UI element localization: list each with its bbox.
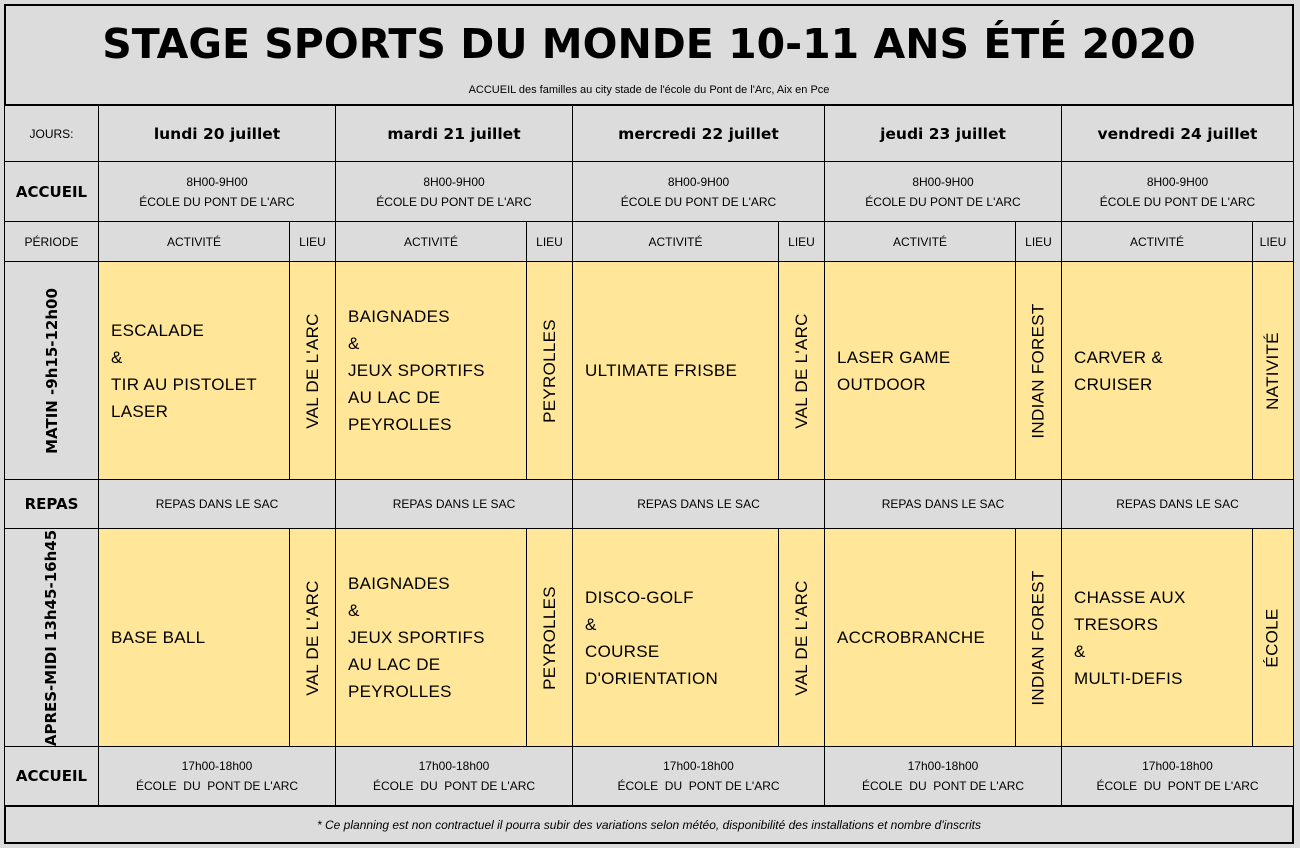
activite-header: ACTIVITÉ [335, 221, 527, 262]
periode-label: PÉRIODE [4, 221, 99, 262]
lieu-header: LIEU [289, 221, 336, 262]
aprem-lieu [289, 528, 336, 747]
aprem-activity [1061, 528, 1253, 747]
matin-lieu-text: PEYROLLES [539, 318, 559, 423]
activity-line: CARVER & CRUISER [1074, 347, 1164, 394]
activity-line: PEYROLLES [348, 682, 452, 701]
day-header: jeudi 23 juillet [824, 105, 1062, 162]
accueil-evening-line: 17h00-18h00 [181, 759, 253, 773]
activity-line: D'ORIENTATION [585, 668, 719, 688]
aprem-activity-lines [585, 584, 718, 692]
jours-label: JOURS: [4, 105, 99, 162]
day-header: vendredi 24 juillet [1061, 105, 1294, 162]
accueil-evening-label: ACCUEIL [4, 746, 99, 806]
aprem-activity-lines [111, 624, 205, 651]
accueil-morning-line: 8H00-9H00 [186, 174, 248, 189]
accueil-morning-cell [824, 161, 1062, 222]
lieu-header: LIEU [526, 221, 573, 262]
footer-note: * Ce planning est non contractuel il pourra subir des variations selon météo, disponibilité des installations et nombre d'inscrits [4, 805, 1294, 844]
activity-line: BAIGNADES [348, 307, 450, 326]
matin-activity-lines [1074, 344, 1246, 398]
accueil-evening-line: ÉCOLE DU PONT DE L'ARC [861, 779, 1025, 793]
accueil-morning-cell [572, 161, 825, 222]
accueil-morning-line: 8H00-9H00 [423, 174, 485, 189]
matin-label [4, 261, 99, 480]
matin-activity [335, 261, 527, 480]
aprem-activity-lines [348, 570, 485, 705]
page-subtitle: ACCUEIL des familles au city stade de l'école du Pont de l'Arc, Aix en Pce [468, 84, 830, 96]
activity-line: & [348, 334, 360, 353]
accueil-morning-label: ACCUEIL [4, 161, 99, 222]
day-header: mardi 21 juillet [335, 105, 573, 162]
accueil-evening-line: ÉCOLE DU PONT DE L'ARC [372, 779, 536, 793]
activity-line: LASER [111, 401, 169, 421]
accueil-morning-cell [1061, 161, 1294, 222]
lieu-header: LIEU [1252, 221, 1294, 262]
matin-activity-lines [837, 344, 951, 398]
accueil-morning-line: 8H00-9H00 [912, 174, 974, 189]
activity-line: BAIGNADES [348, 574, 450, 593]
matin-lieu-text: VAL DE L'ARC [302, 312, 322, 429]
aprem-lieu-text: PEYROLLES [539, 585, 559, 690]
activity-line: AU LAC DE [348, 388, 441, 407]
matin-activity [824, 261, 1016, 480]
activity-line: ACCROBRANCHE [837, 628, 986, 647]
activity-line: TRESORS [1074, 614, 1159, 634]
matin-activity-lines [585, 357, 737, 384]
aprem-lieu [526, 528, 573, 747]
accueil-morning-line: ÉCOLE DU PONT DE L'ARC [620, 194, 777, 209]
title-block [4, 4, 1294, 106]
accueil-morning-line: ÉCOLE DU PONT DE L'ARC [139, 194, 295, 209]
aprem-lieu-text: INDIAN FOREST [1028, 569, 1048, 706]
matin-lieu [289, 261, 336, 480]
apresmidi-label [4, 528, 99, 747]
matin-lieu [526, 261, 573, 480]
accueil-evening-cell [335, 746, 573, 806]
matin-lieu [1252, 261, 1294, 480]
aprem-activity [335, 528, 527, 747]
repas-label: REPAS [4, 479, 99, 529]
matin-activity-lines [111, 317, 257, 425]
activity-line: & [1074, 641, 1086, 661]
repas-cell: REPAS DANS LE SAC [1061, 479, 1294, 529]
activity-line: & [585, 614, 597, 634]
matin-activity [572, 261, 779, 480]
aprem-lieu-text: VAL DE L'ARC [302, 579, 322, 696]
accueil-evening-cell [572, 746, 825, 806]
activity-line: JEUX SPORTIFS [348, 628, 485, 647]
matin-label-text: MATIN -9h15-12h00 [42, 287, 61, 454]
activite-header: ACTIVITÉ [98, 221, 290, 262]
accueil-morning-line: ÉCOLE DU PONT DE L'ARC [376, 194, 532, 209]
aprem-activity [572, 528, 779, 747]
activite-header: ACTIVITÉ [572, 221, 779, 262]
accueil-evening-line: 17h00-18h00 [418, 759, 490, 773]
activity-line: DISCO-GOLF [585, 587, 694, 607]
day-header: mercredi 22 juillet [572, 105, 825, 162]
activity-line: AU LAC DE [348, 655, 441, 674]
accueil-evening-cell [1061, 746, 1294, 806]
activity-line: COURSE [585, 641, 660, 661]
accueil-evening-cell [98, 746, 336, 806]
activity-line: & [348, 601, 360, 620]
accueil-morning-line: ÉCOLE DU PONT DE L'ARC [1099, 194, 1256, 209]
activity-line: BASE BALL [111, 628, 206, 647]
repas-cell: REPAS DANS LE SAC [98, 479, 336, 529]
accueil-morning-cell [98, 161, 336, 222]
activity-line: JEUX SPORTIFS [348, 361, 485, 380]
activite-header: ACTIVITÉ [1061, 221, 1253, 262]
matin-activity [1061, 261, 1253, 480]
activity-line: ESCALADE [111, 320, 205, 340]
accueil-morning-line: ÉCOLE DU PONT DE L'ARC [865, 194, 1021, 209]
accueil-evening-line: 17h00-18h00 [663, 759, 734, 773]
accueil-evening-line: ÉCOLE DU PONT DE L'ARC [1096, 779, 1259, 793]
matin-activity [98, 261, 290, 480]
repas-cell: REPAS DANS LE SAC [824, 479, 1062, 529]
aprem-lieu [1015, 528, 1062, 747]
accueil-morning-line: 8H00-9H00 [667, 174, 730, 189]
matin-lieu-text: NATIVITÉ [1263, 331, 1282, 410]
accueil-morning-line: 8H00-9H00 [1146, 174, 1209, 189]
activity-line: & [111, 347, 123, 367]
aprem-lieu [778, 528, 825, 747]
matin-lieu-text: INDIAN FOREST [1028, 302, 1048, 439]
aprem-lieu-text: ÉCOLE [1263, 607, 1283, 668]
lieu-header: LIEU [778, 221, 825, 262]
activity-line: CHASSE AUX [1074, 587, 1186, 607]
activity-line: LASER GAME [837, 347, 951, 367]
page-title: STAGE SPORTS DU MONDE 10-11 ANS ÉTÉ 2020 [102, 20, 1196, 68]
activity-line: OUTDOOR [837, 374, 926, 394]
aprem-lieu [1252, 528, 1294, 747]
activity-line: ULTIMATE FRISBE [585, 361, 738, 380]
matin-activity-lines [348, 303, 485, 438]
repas-cell: REPAS DANS LE SAC [572, 479, 825, 529]
activite-header: ACTIVITÉ [824, 221, 1016, 262]
aprem-activity [824, 528, 1016, 747]
day-header: lundi 20 juillet [98, 105, 336, 162]
activity-line: MULTI-DEFIS [1074, 668, 1183, 688]
aprem-activity-lines [1074, 584, 1186, 692]
aprem-activity-lines [837, 624, 985, 651]
accueil-evening-line: 17h00-18h00 [907, 759, 979, 773]
accueil-evening-line: 17h00-18h00 [1142, 759, 1213, 773]
matin-lieu [1015, 261, 1062, 480]
accueil-evening-cell [824, 746, 1062, 806]
aprem-activity [98, 528, 290, 747]
accueil-morning-cell [335, 161, 573, 222]
aprem-lieu-text: VAL DE L'ARC [791, 579, 811, 696]
activity-line: PEYROLLES [348, 415, 452, 434]
activity-line: TIR AU PISTOLET [111, 374, 257, 394]
accueil-evening-line: ÉCOLE DU PONT DE L'ARC [617, 779, 780, 793]
apresmidi-label-text: APRES-MIDI 13h45-16h45 [42, 529, 61, 746]
matin-lieu-text: VAL DE L'ARC [791, 312, 811, 429]
accueil-evening-line: ÉCOLE DU PONT DE L'ARC [135, 779, 299, 793]
matin-lieu [778, 261, 825, 480]
lieu-header: LIEU [1015, 221, 1062, 262]
repas-cell: REPAS DANS LE SAC [335, 479, 573, 529]
